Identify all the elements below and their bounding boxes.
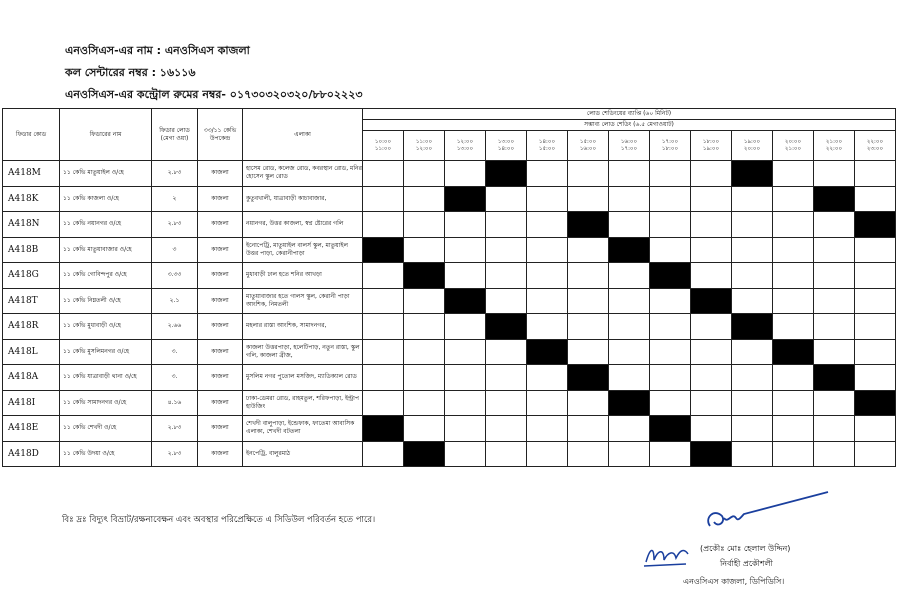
call-center-number: কল সেন্টারের নম্বর : ১৬১১৬ bbox=[65, 66, 196, 79]
load-shedding-schedule-table bbox=[2, 108, 896, 467]
shedding-slot bbox=[527, 441, 568, 467]
shedding-slot bbox=[609, 212, 650, 238]
shedding-slot-active bbox=[773, 339, 814, 365]
shedding-slot bbox=[773, 416, 814, 442]
control-room-number: এনওসিএস-এর কন্ট্রোল রুমের নম্বর- ০১৭৩০৩২০৩২০/৮৮০২২২৩ bbox=[65, 88, 363, 101]
shedding-slot-active bbox=[404, 263, 445, 289]
feeder-name: ১১ কেভি মাতুয়াইল ও/হে bbox=[60, 161, 152, 187]
shedding-slot-active bbox=[650, 263, 691, 289]
shedding-slot bbox=[814, 416, 855, 442]
slot-start: ২০:০০ bbox=[784, 138, 802, 145]
shedding-slot bbox=[650, 237, 691, 263]
slot-end: ১৯:০০ bbox=[702, 145, 720, 152]
shedding-slot bbox=[609, 416, 650, 442]
shedding-slot bbox=[363, 161, 404, 187]
shedding-slot bbox=[527, 288, 568, 314]
slot-end: ২০:০০ bbox=[743, 145, 761, 152]
header-feeder-code: ফিডার কোড bbox=[3, 109, 60, 161]
shedding-slot-active bbox=[732, 314, 773, 340]
shedding-slot bbox=[773, 365, 814, 391]
shedding-slot bbox=[814, 237, 855, 263]
shedding-slot-active bbox=[814, 186, 855, 212]
shedding-slot bbox=[855, 314, 896, 340]
shedding-slot bbox=[609, 314, 650, 340]
shedding-slot bbox=[814, 441, 855, 467]
shedding-slot-active bbox=[691, 288, 732, 314]
slot-header bbox=[609, 131, 650, 161]
slot-end: ১৩:০০ bbox=[456, 145, 474, 152]
shedding-slot bbox=[363, 288, 404, 314]
shedding-slot bbox=[486, 237, 527, 263]
shedding-slot bbox=[732, 441, 773, 467]
slot-header bbox=[568, 131, 609, 161]
shedding-slot bbox=[732, 339, 773, 365]
area: মহলার রাস্তা আংশিক, সামাদনগর, bbox=[243, 314, 363, 340]
substation: কাজলা bbox=[198, 288, 243, 314]
shedding-slot bbox=[527, 237, 568, 263]
feeder-code: A418E bbox=[3, 416, 60, 442]
shedding-slot bbox=[486, 212, 527, 238]
feeder-name: ১১ কেভি শেখদী ও/হে bbox=[60, 416, 152, 442]
shedding-slot bbox=[363, 441, 404, 467]
shedding-slot bbox=[732, 237, 773, 263]
slot-end: ১৪:০০ bbox=[497, 145, 515, 152]
shedding-slot-active bbox=[814, 365, 855, 391]
shedding-slot bbox=[650, 161, 691, 187]
shedding-slot-active bbox=[691, 441, 732, 467]
feeder-load: ৩ bbox=[152, 237, 198, 263]
shedding-slot bbox=[650, 339, 691, 365]
shedding-slot-active bbox=[855, 390, 896, 416]
shedding-slot bbox=[855, 441, 896, 467]
substation: কাজলা bbox=[198, 186, 243, 212]
shedding-slot bbox=[527, 212, 568, 238]
shedding-slot bbox=[527, 161, 568, 187]
shedding-slot bbox=[855, 186, 896, 212]
slot-start: ১৫:০০ bbox=[579, 138, 597, 145]
feeder-code: A418T bbox=[3, 288, 60, 314]
shedding-slot bbox=[814, 314, 855, 340]
substation: কাজলা bbox=[198, 161, 243, 187]
feeder-name: ১১ কেভি যাত্রাবাড়ী থানা ও/হে bbox=[60, 365, 152, 391]
shedding-slot bbox=[691, 390, 732, 416]
shedding-slot-active bbox=[404, 441, 445, 467]
shedding-slot bbox=[609, 288, 650, 314]
table-row bbox=[3, 186, 896, 212]
substation: কাজলা bbox=[198, 314, 243, 340]
feeder-code: A418I bbox=[3, 390, 60, 416]
shedding-slot bbox=[855, 161, 896, 187]
feeder-load: ২.৮৩ bbox=[152, 212, 198, 238]
header-probable-shedding: সম্ভাব্য লোড শেডিং (৬.৫ মেগাওয়াট) bbox=[363, 120, 896, 131]
feeder-load: ২.৮৩ bbox=[152, 416, 198, 442]
header-substation: ৩৩/১১ কেভি উপকেন্দ্র bbox=[198, 109, 243, 161]
shedding-slot bbox=[568, 237, 609, 263]
table-row bbox=[3, 212, 896, 238]
shedding-slot bbox=[773, 288, 814, 314]
slot-header bbox=[732, 131, 773, 161]
feeder-load: ২.৬৬ bbox=[152, 314, 198, 340]
area: নয়ানগর, উত্তর কাজলা, স্বপ্ন ষ্টোরের গলি bbox=[243, 212, 363, 238]
area: ইনোপেট্রি, মাতুয়াইল বালর্স স্কুল, মাতুয়াইল উত্তর পাড়া, কেরানীপাড়া bbox=[243, 237, 363, 263]
shedding-slot bbox=[404, 288, 445, 314]
feeder-code: A418A bbox=[3, 365, 60, 391]
slot-start: ১৯:০০ bbox=[743, 138, 761, 145]
substation: কাজলা bbox=[198, 441, 243, 467]
shedding-slot bbox=[609, 339, 650, 365]
table-row bbox=[3, 161, 896, 187]
slot-header bbox=[404, 131, 445, 161]
shedding-slot bbox=[814, 288, 855, 314]
shedding-slot bbox=[363, 390, 404, 416]
feeder-load: ২.৮৩ bbox=[152, 161, 198, 187]
table-row bbox=[3, 441, 896, 467]
shedding-slot bbox=[486, 390, 527, 416]
shedding-slot bbox=[527, 390, 568, 416]
shedding-slot bbox=[691, 212, 732, 238]
shedding-slot bbox=[732, 390, 773, 416]
shedding-slot bbox=[691, 161, 732, 187]
signatory-title: নির্বাহী প্রকৌশলী bbox=[720, 559, 773, 568]
shedding-slot bbox=[609, 441, 650, 467]
area: শেখদী বালুপাড়া, ইন্ডেফাক, ফাতেমা আবাসিক এলাকা, শেখদী বটতলা bbox=[243, 416, 363, 442]
slot-header bbox=[773, 131, 814, 161]
shedding-slot bbox=[855, 416, 896, 442]
header-feeder-name: ফিডারের নাম bbox=[60, 109, 152, 161]
shedding-slot bbox=[404, 314, 445, 340]
shedding-slot-active bbox=[527, 339, 568, 365]
shedding-slot bbox=[814, 339, 855, 365]
shedding-slot bbox=[732, 186, 773, 212]
shedding-slot-active bbox=[363, 416, 404, 442]
area: কুতুবখালী, যাত্রাবাড়ী কাচাবাজার, bbox=[243, 186, 363, 212]
feeder-name: ১১ কেভি উদয়া ও/হে bbox=[60, 441, 152, 467]
shedding-slot bbox=[568, 263, 609, 289]
shedding-slot bbox=[650, 365, 691, 391]
shedding-slot bbox=[404, 212, 445, 238]
shedding-slot bbox=[609, 161, 650, 187]
table-row bbox=[3, 237, 896, 263]
shedding-slot-active bbox=[609, 237, 650, 263]
substation: কাজলা bbox=[198, 212, 243, 238]
substation: কাজলা bbox=[198, 263, 243, 289]
shedding-slot bbox=[855, 288, 896, 314]
feeder-load: ২.১ bbox=[152, 288, 198, 314]
shedding-slot bbox=[773, 263, 814, 289]
substation: কাজলা bbox=[198, 390, 243, 416]
shedding-slot bbox=[568, 288, 609, 314]
shedding-slot bbox=[363, 339, 404, 365]
shedding-slot bbox=[486, 263, 527, 289]
feeder-load: ৩. bbox=[152, 365, 198, 391]
shedding-slot bbox=[691, 339, 732, 365]
slot-start: ১৪:০০ bbox=[538, 138, 556, 145]
shedding-slot bbox=[486, 365, 527, 391]
feeder-code: A418M bbox=[3, 161, 60, 187]
feeder-name: ১১ কেভি গোবিন্দপুর ও/হে bbox=[60, 263, 152, 289]
feeder-load: ৪.১৬ bbox=[152, 390, 198, 416]
shedding-slot bbox=[855, 263, 896, 289]
header-area: এলাকা bbox=[243, 109, 363, 161]
slot-header bbox=[691, 131, 732, 161]
shedding-slot bbox=[773, 237, 814, 263]
shedding-slot bbox=[732, 416, 773, 442]
shedding-slot bbox=[650, 288, 691, 314]
shedding-slot bbox=[404, 365, 445, 391]
feeder-code: A418N bbox=[3, 212, 60, 238]
table-row bbox=[3, 365, 896, 391]
area: মুসলিম নগর পুতোল মসজিদ, ম্যাডিক্যাল রোড bbox=[243, 365, 363, 391]
shedding-slot bbox=[609, 186, 650, 212]
table-row bbox=[3, 390, 896, 416]
shedding-slot bbox=[404, 339, 445, 365]
slot-start: ১২:০০ bbox=[456, 138, 474, 145]
substation: কাজলা bbox=[198, 416, 243, 442]
shedding-slot bbox=[732, 212, 773, 238]
feeder-code: A418K bbox=[3, 186, 60, 212]
shedding-slot bbox=[404, 416, 445, 442]
initials-scribble-icon bbox=[642, 540, 692, 570]
shedding-slot bbox=[568, 390, 609, 416]
shedding-slot bbox=[814, 390, 855, 416]
shedding-slot bbox=[486, 288, 527, 314]
header-feeder-load: ফিডার লোড (মেগা ওয়া) bbox=[152, 109, 198, 161]
slot-start: ২২:০০ bbox=[866, 138, 884, 145]
shedding-slot bbox=[568, 186, 609, 212]
slot-end: ১২:০০ bbox=[415, 145, 433, 152]
slot-end: ১১:০০ bbox=[374, 145, 392, 152]
shedding-slot-active bbox=[445, 186, 486, 212]
table-row bbox=[3, 314, 896, 340]
feeder-name: ১১ কেভি মুধাবাড়ী ও/হে bbox=[60, 314, 152, 340]
table-row bbox=[3, 288, 896, 314]
shedding-slot bbox=[404, 186, 445, 212]
slot-header bbox=[650, 131, 691, 161]
shedding-slot bbox=[609, 365, 650, 391]
shedding-slot bbox=[445, 365, 486, 391]
slot-start: ১৬:০০ bbox=[620, 138, 638, 145]
shedding-slot bbox=[527, 186, 568, 212]
shedding-slot bbox=[568, 161, 609, 187]
feeder-load: ২.৮৩ bbox=[152, 441, 198, 467]
slot-header bbox=[855, 131, 896, 161]
shedding-slot bbox=[855, 365, 896, 391]
shedding-slot bbox=[732, 263, 773, 289]
slot-end: ১৬:০০ bbox=[579, 145, 597, 152]
area: কাজলা উত্তরপাড়া, হলেটিপাড়, নতুন রাস্তা, স্কুল গলি, কাজলা ব্রীজ, bbox=[243, 339, 363, 365]
slot-start: ১১:০০ bbox=[415, 138, 433, 145]
shedding-slot-active bbox=[568, 365, 609, 391]
slot-end: ২৩:০০ bbox=[866, 145, 884, 152]
slot-header bbox=[527, 131, 568, 161]
feeder-name: ১১ কেভি নিম্নতলী ও/হে bbox=[60, 288, 152, 314]
shedding-slot-active bbox=[486, 161, 527, 187]
shedding-slot bbox=[732, 365, 773, 391]
shedding-slot-active bbox=[855, 212, 896, 238]
shedding-slot bbox=[814, 212, 855, 238]
document-header bbox=[65, 40, 363, 106]
slot-end: ১৭:০০ bbox=[620, 145, 638, 152]
shedding-slot bbox=[691, 263, 732, 289]
feeder-name: ১১ কেভি সামাদনগর ও/হে bbox=[60, 390, 152, 416]
feeder-name: ১১ কেভি কাজলা ও/হে bbox=[60, 186, 152, 212]
shedding-slot bbox=[855, 339, 896, 365]
slot-start: ১৭:০০ bbox=[661, 138, 679, 145]
feeder-code: A418D bbox=[3, 441, 60, 467]
shedding-slot bbox=[486, 441, 527, 467]
slot-start: ১০:০০ bbox=[374, 138, 392, 145]
shedding-slot-active bbox=[486, 314, 527, 340]
slot-start: ২১:০০ bbox=[825, 138, 843, 145]
shedding-slot bbox=[445, 212, 486, 238]
shedding-slot bbox=[363, 212, 404, 238]
shedding-slot bbox=[568, 314, 609, 340]
shedding-slot bbox=[814, 263, 855, 289]
table-row bbox=[3, 416, 896, 442]
shedding-slot bbox=[445, 339, 486, 365]
shedding-slot bbox=[404, 390, 445, 416]
shedding-slot bbox=[732, 288, 773, 314]
slot-end: ২১:০০ bbox=[784, 145, 802, 152]
shedding-slot bbox=[363, 314, 404, 340]
shedding-slot bbox=[445, 161, 486, 187]
shedding-slot bbox=[486, 186, 527, 212]
slot-end: ২২:০০ bbox=[825, 145, 843, 152]
nocs-name: এনওসিএস-এর নাম : এনওসিএস কাজলা bbox=[65, 44, 250, 57]
area: ইনপেট্রি, বালুরমাঠ bbox=[243, 441, 363, 467]
slot-header bbox=[486, 131, 527, 161]
area: মুধাবাড়ী ঢাল হতে শনির আখড়া bbox=[243, 263, 363, 289]
shedding-slot bbox=[650, 390, 691, 416]
slot-start: ১৮:০০ bbox=[702, 138, 720, 145]
shedding-slot bbox=[527, 365, 568, 391]
shedding-slot bbox=[773, 212, 814, 238]
shedding-slot bbox=[404, 161, 445, 187]
slot-header bbox=[363, 131, 404, 161]
shedding-slot bbox=[650, 186, 691, 212]
slot-start: ১৩:০০ bbox=[497, 138, 515, 145]
shedding-slot-active bbox=[650, 416, 691, 442]
signatory-office: এনওসিএস কাজলা, ডিপিডিসি। bbox=[683, 577, 785, 586]
area: ঢাকা-ডেমরা রোড, রাহমতুল, শরিফপাড়া, ইন্ট্রাপ হাউজিং bbox=[243, 390, 363, 416]
shedding-slot bbox=[527, 263, 568, 289]
shedding-slot-active bbox=[568, 212, 609, 238]
feeder-name: ১১ কেভি মাতুয়াবাজার ও/হে bbox=[60, 237, 152, 263]
shedding-slot bbox=[486, 339, 527, 365]
shedding-slot bbox=[445, 441, 486, 467]
shedding-slot bbox=[445, 237, 486, 263]
shedding-slot bbox=[773, 314, 814, 340]
shedding-slot bbox=[650, 314, 691, 340]
shedding-slot bbox=[650, 212, 691, 238]
slot-end: ১৫:০০ bbox=[538, 145, 556, 152]
shedding-slot bbox=[363, 263, 404, 289]
shedding-slot bbox=[527, 416, 568, 442]
shedding-slot bbox=[691, 365, 732, 391]
area: মাতুয়াবাজার হতে গালস স্কুল, কেরানী পাড়া আংশিক, নিমতলী bbox=[243, 288, 363, 314]
feeder-code: A418L bbox=[3, 339, 60, 365]
slot-header bbox=[814, 131, 855, 161]
shedding-slot bbox=[486, 416, 527, 442]
feeder-code: A418B bbox=[3, 237, 60, 263]
slot-header bbox=[445, 131, 486, 161]
shedding-slot bbox=[650, 441, 691, 467]
feeder-load: ৩. bbox=[152, 339, 198, 365]
table-row bbox=[3, 339, 896, 365]
shedding-slot-active bbox=[609, 390, 650, 416]
shedding-slot bbox=[773, 390, 814, 416]
shedding-slot bbox=[363, 186, 404, 212]
slot-end: ১৮:০০ bbox=[661, 145, 679, 152]
shedding-slot bbox=[445, 416, 486, 442]
shedding-slot bbox=[527, 314, 568, 340]
shedding-slot bbox=[445, 390, 486, 416]
footnote: বিঃ দ্রঃ বিদ্যুৎ বিভ্রাট/রক্ষনাবেক্ষন এবং অবস্থার পরিপ্রেক্ষিতে এ সিডিউল পরিবর্তন হতে পারে। bbox=[62, 515, 376, 525]
table-row bbox=[3, 263, 896, 289]
shedding-slot bbox=[691, 237, 732, 263]
substation: কাজলা bbox=[198, 237, 243, 263]
shedding-slot bbox=[691, 186, 732, 212]
shedding-slot-active bbox=[445, 288, 486, 314]
signature-scribble-icon bbox=[700, 488, 830, 538]
feeder-code: A418G bbox=[3, 263, 60, 289]
shedding-slot bbox=[773, 161, 814, 187]
shedding-slot bbox=[691, 416, 732, 442]
shedding-slot bbox=[568, 416, 609, 442]
shedding-slot bbox=[568, 441, 609, 467]
feeder-name: ১১ কেভি নয়ানগর ও/হে bbox=[60, 212, 152, 238]
shedding-slot bbox=[814, 161, 855, 187]
shedding-slot bbox=[568, 339, 609, 365]
signatory-name: (প্রকৌঃ মোঃ হেলাল উদ্দিন) bbox=[700, 544, 791, 553]
feeder-load: ৩.৩৩ bbox=[152, 263, 198, 289]
feeder-load: ২ bbox=[152, 186, 198, 212]
shedding-slot bbox=[691, 314, 732, 340]
header-duration: লোড শেডিংয়ের ব্যাপ্তি (৬০ মিনিট) bbox=[363, 109, 896, 120]
substation: কাজলা bbox=[198, 339, 243, 365]
shedding-slot bbox=[445, 263, 486, 289]
shedding-slot bbox=[404, 237, 445, 263]
shedding-slot bbox=[855, 237, 896, 263]
substation: কাজলা bbox=[198, 365, 243, 391]
feeder-name: ১১ কেভি মুসলিমনগর ও/হে bbox=[60, 339, 152, 365]
feeder-code: A418R bbox=[3, 314, 60, 340]
shedding-slot bbox=[773, 186, 814, 212]
shedding-slot-active bbox=[363, 237, 404, 263]
shedding-slot bbox=[363, 365, 404, 391]
shedding-slot bbox=[445, 314, 486, 340]
area: হাসেম রোড, কলেজ রোড, কবরস্থান রোড, মনির হোসেন স্কুল রোড bbox=[243, 161, 363, 187]
shedding-slot bbox=[609, 263, 650, 289]
shedding-slot-active bbox=[732, 161, 773, 187]
shedding-slot bbox=[773, 441, 814, 467]
